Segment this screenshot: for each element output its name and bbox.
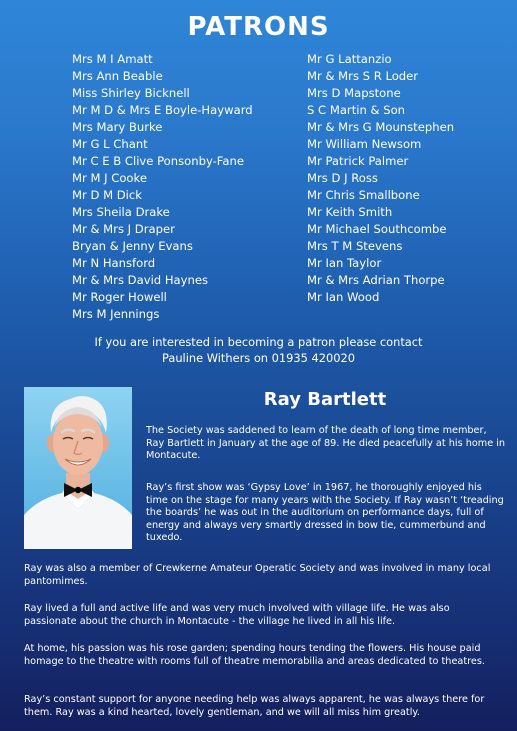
patron-name: Mr & Mrs J Draper [72,222,175,236]
patron-name: Mr Michael Southcombe [307,222,447,236]
patron-name: Mr M D & Mrs E Boyle-Hayward [72,103,253,117]
patron-name: Mr Patrick Palmer [307,154,409,168]
patron-name: Mr C E B Clive Ponsonby-Fane [72,154,244,168]
patron-name: Mr & Mrs David Haynes [72,273,209,287]
obituary-paragraph: Ray lived a full and active life and was very much involved with village life. He was also passionate about the church in Montacute - the village he lived in all his life. [24,603,450,627]
patron-name: S C Martin & Son [307,103,406,117]
patron-name: Mrs Ann Beable [72,69,163,83]
patron-name: Mr & Mrs G Mounstephen [307,120,455,134]
patron-contact-note [0,334,517,366]
patron-name: Mr Chris Smallbone [307,188,420,202]
obituary-paragraph: Ray was also a member of Crewkerne Amateur Operatic Society and was involved in many local pantomimes. [24,563,491,587]
patron-name: Mrs M Jennings [72,307,160,321]
contact-line: Pauline Withers on 01935 420020 [162,351,355,365]
patron-name: Mrs T M Stevens [307,239,403,253]
patron-name: Mr Roger Howell [72,290,167,304]
patron-name: Mr M J Cooke [72,171,147,185]
patron-name: Mrs Mary Burke [72,120,163,134]
patron-name: Mr & Mrs S R Loder [307,69,419,83]
patron-name: Mrs M I Amatt [72,52,153,66]
patron-name: Mr Ian Taylor [307,256,382,270]
patron-name: Mrs D Mapstone [307,86,401,100]
obituary-paragraph: Ray’s first show was ‘Gypsy Love’ in 1967, he thoroughly enjoyed his time on the stage for many years with the Society. If Ray wasn’t ‘treading the boards’ he was out in the auditorium on performance days, full of energy and always very smartly dressed in bow tie, cummerbund and tuxedo. [146,482,504,544]
patrons-right-column [307,51,454,306]
patron-name: Mrs Sheila Drake [72,205,170,219]
portrait-photo [24,387,132,549]
patron-name: Mr Keith Smith [307,205,393,219]
page-title: PATRONS [187,12,330,42]
patrons-left-column [72,51,253,323]
patron-name: Mr N Hansford [72,256,156,270]
patron-name: Mr Ian Wood [307,290,380,304]
contact-line: If you are interested in becoming a patron please contact [94,335,423,349]
patron-name: Mrs D J Ross [307,171,378,185]
obituary-paragraph: At home, his passion was his rose garden; spending hours tending the flowers. His house paid homage to the theatre with rooms full of theatre memorabilia and areas dedicated to theatres. [24,643,485,667]
patron-name: Miss Shirley Bicknell [72,86,190,100]
patron-name: Mr William Newsom [307,137,422,151]
obituary-paragraph: Ray’s constant support for anyone needing help was always apparent, he was always there for them. Ray was a kind hearted, lovely gentleman, and we will all miss him greatly. [24,694,485,718]
patron-name: Mr D M Dick [72,188,142,202]
patron-name: Bryan & Jenny Evans [72,239,193,253]
obituary-heading: Ray Bartlett [263,389,387,410]
patron-name: Mr & Mrs Adrian Thorpe [307,273,445,287]
obituary-paragraph: The Society was saddened to learn of the death of long time member, Ray Bartlett in January at the age of 89. He died peacefully at his home in Montacute. [146,425,506,462]
patron-name: Mr G Lattanzio [307,52,392,66]
portrait-illustration [24,387,132,549]
patron-name: Mr G L Chant [72,137,148,151]
